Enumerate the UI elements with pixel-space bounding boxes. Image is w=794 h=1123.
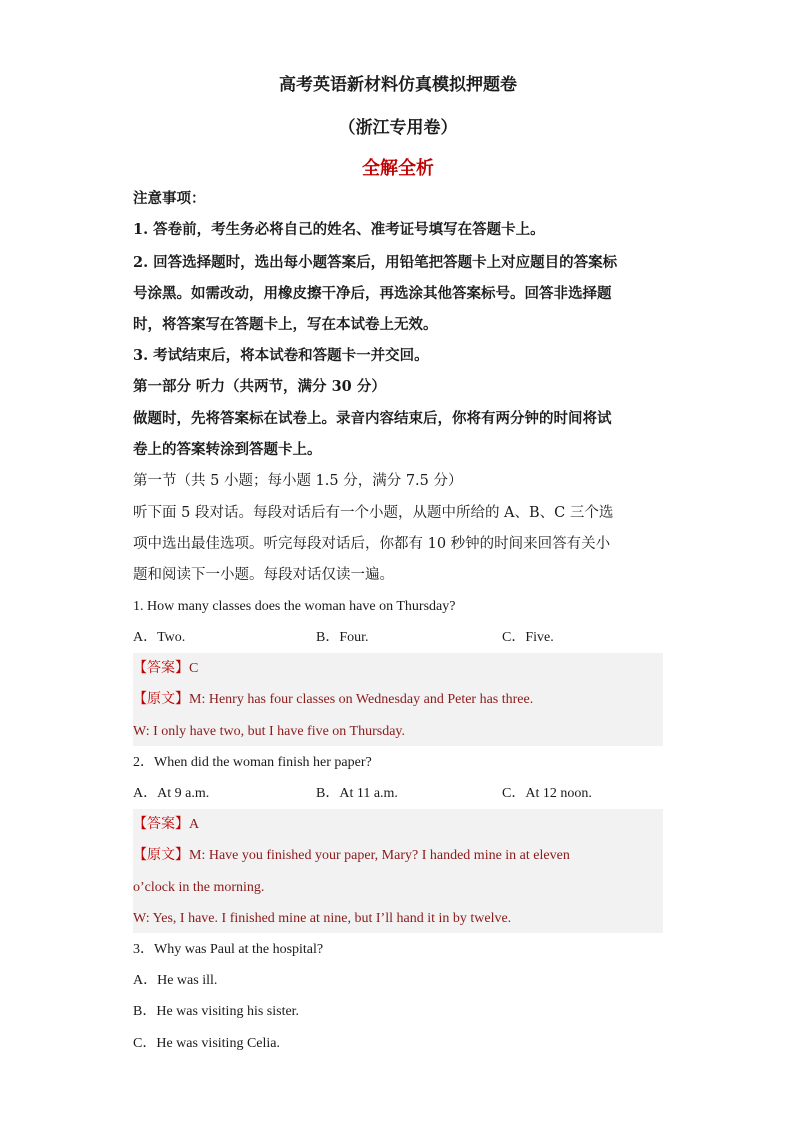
q1-answer [133, 659, 198, 679]
section1-instr-a: 听下面 5 段对话。每段对话后有一个小题，从题中所给的 A、B、C 三个选 [133, 505, 614, 521]
q3-question: 3．Why was Paul at the hospital? [133, 942, 324, 957]
q2-answer-shade [133, 809, 663, 840]
section1-instr-b: 项中选出最佳选项。听完每段对话后，你都有 10 秒钟的时间来回答有关小 [133, 536, 611, 552]
part1-instruction-a: 做题时，先将答案标在试卷上。录音内容结束后，你将有两分钟的时间将试 [133, 410, 612, 427]
q1-transcript-1 [133, 690, 533, 710]
q2-option-a: A．At 9 a.m. [133, 786, 210, 801]
q1-transcript-line-2: W: I only have two, but I have five on Thursday. [133, 724, 406, 739]
q2-transcript-1 [133, 846, 570, 866]
section1-instr-c: 题和阅读下一小题。每段对话仅读一遍。 [133, 567, 394, 583]
q3-option-b: B．He was visiting his sister. [133, 1004, 300, 1019]
note-2c: 时，将答案写在答题卡上，写在本试卷上无效。 [133, 316, 438, 333]
page-title: 高考英语新材料仿真模拟押题卷 [279, 75, 517, 95]
notes-heading: 注意事项： [133, 190, 206, 207]
q1-answer-shade [133, 653, 663, 684]
q3-option-a: A．He was ill. [133, 973, 218, 988]
answer-tag: 【答案】 [133, 817, 189, 832]
transcript-tag: 【原文】 [133, 692, 189, 707]
transcript-tag: 【原文】 [133, 848, 189, 863]
q2-transcript-line-3: W: Yes, I have. I finished mine at nine, but I’ll hand it in by twelve. [133, 911, 512, 926]
q2-answer-value: A [189, 817, 200, 832]
note-3: 3. 考试结束后，将本试卷和答题卡一并交回。 [133, 347, 429, 364]
q2-answer [133, 815, 199, 835]
note-2a: 2. 回答选择题时，选出每小题答案后，用铅笔把答题卡上对应题目的答案标 [133, 254, 618, 271]
q2-option-b: B．At 11 a.m. [316, 786, 398, 801]
q2-transcript-line-1: M: Have you finished your paper, Mary? I handed mine in at eleven [189, 848, 570, 863]
q1-transcript-line-1: M: Henry has four classes on Wednesday and Peter has three. [189, 692, 534, 707]
q2-option-c: C．At 12 noon. [502, 786, 592, 801]
q3-option-c: C．He was visiting Celia. [133, 1036, 280, 1051]
note-1: 1. 答卷前，考生务必将自己的姓名、准考证号填写在答题卡上。 [133, 221, 545, 238]
answer-tag: 【答案】 [133, 661, 189, 676]
q1-option-a: A．Two. [133, 630, 186, 645]
q1-option-b: B．Four. [316, 630, 369, 645]
q2-question: 2．When did the woman finish her paper? [133, 755, 372, 770]
note-2b: 号涂黑。如需改动，用橡皮擦干净后，再选涂其他答案标号。回答非选择题 [133, 285, 612, 302]
analysis-heading: 全解全析 [362, 158, 434, 179]
q1-question: 1. How many classes does the woman have on Thursday? [133, 599, 456, 614]
q1-option-c: C．Five. [502, 630, 554, 645]
part1-instruction-b: 卷上的答案转涂到答题卡上。 [133, 441, 322, 458]
part1-heading: 第一部分 听力（共两节，满分 30 分） [133, 378, 386, 395]
q1-answer-value: C [189, 661, 199, 676]
page-subtitle: （浙江专用卷） [338, 118, 458, 138]
section1-heading: 第一节（共 5 小题；每小题 1.5 分，满分 7.5 分） [133, 473, 463, 489]
q2-transcript-line-2: o’clock in the morning. [133, 880, 265, 895]
